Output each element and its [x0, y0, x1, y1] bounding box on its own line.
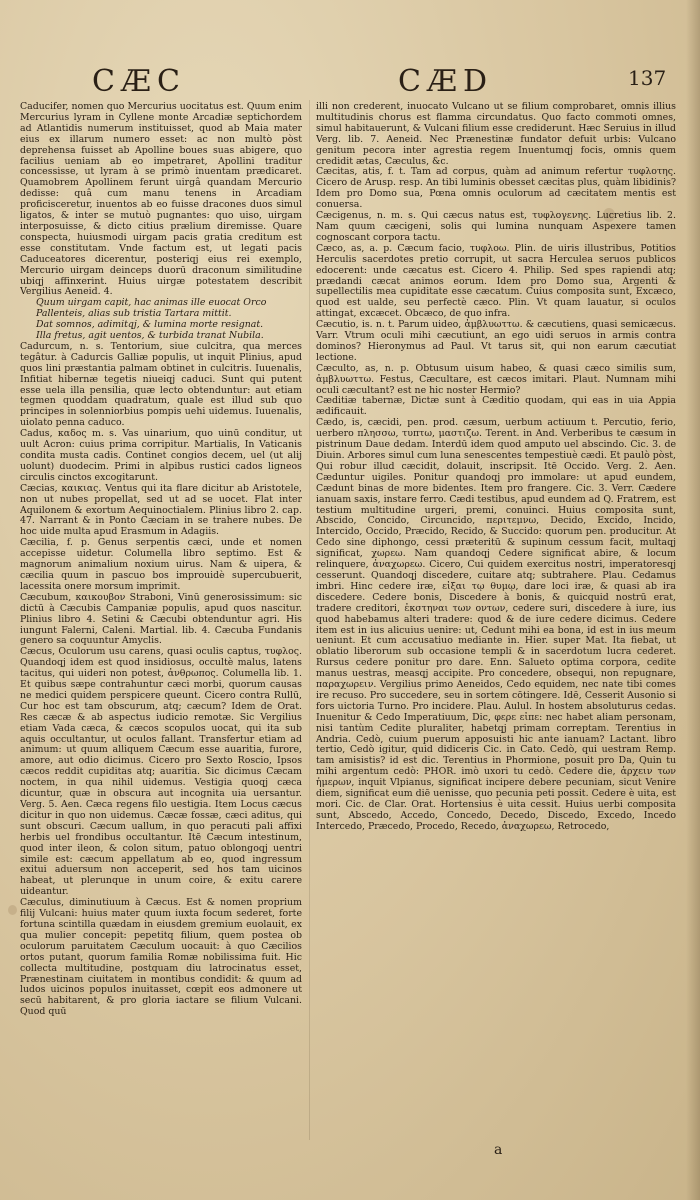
- verse-line: Quum uirgam capit, hac animas ille euocat Orco: [36, 297, 267, 309]
- verse-line: Illa fretus, agit uentos, & turbida tranat Nubila.: [36, 330, 264, 342]
- right-headword: CÆD: [398, 64, 494, 99]
- entry-caecilia: Cæcilia, f. p. Genus serpentis cæci, unde et nomen accepisse uidetur. Columella libro septimo. Est & magnorum animalium noxium uirus. Nam & uipera, & cæcilia quum in pascuo bos improuidè supercubuerit, lacessita onere morsum imprimit.: [20, 537, 302, 592]
- entry-cadus: Cadus, καδος m. s. Vas uinarium, quo uinū conditur, ut uult Acron: cuius prima corripitur. Martialis, In Vaticanis condita musta cadis. Continet congios decem, uel (ut alij uolunt) duodecim. Primi in alpibus rustici cados ligneos circulis cinctos excogitarunt.: [20, 428, 302, 483]
- verse-line: Dat somnos, adimitqj, & lumina morte resignat.: [36, 319, 264, 331]
- verse-line: Pallenteis, alias sub tristia Tartara mittit.: [36, 308, 232, 320]
- left-column: [20, 102, 302, 1182]
- signature-mark: a: [494, 1142, 503, 1158]
- entry-continuation: illi non crederent, inuocato Vulcano ut se filium comprobaret, omnis illius multitudinis chorus est flamma circundatus. Quo facto commoti omnes, simul habitauerunt, & Vulcani filium esse crediderunt. Hæc Seruius in illud Verg. lib. 7. Aeneid. Nec Prænestinæ fundator defuit urbis: Vulcano genitum pecora inter agrestia regem Inuentumqj focis, omnis quem credidit ætas, Cæculus, &c.: [316, 102, 676, 167]
- entry-caecitas: Cæcitas, atis, f. t. Tam ad corpus, quàm ad animum refertur τυφλοτης. Cicero de Arusp. resp. An tibi luminis obesset cæcitas plus, quàm libidinis? Idem pro Domo sua, Pœna omnis oculorum ad cæcitatem mentis est conuersa.: [316, 166, 676, 211]
- page-number: 137: [628, 66, 667, 90]
- running-header: [0, 64, 700, 104]
- entry-caecus: Cæcus, Oculorum usu carens, quasi oculis captus, τυφλος. Quandoqj idem est quod insidiosus, occultè malus, latens tacitus, qui uideri non potest, ἀνθρωπος. Columella lib. 1. Et quibus sæpe contrahuntur cæci morbi, quorum causas ne medici quidem perspicere queunt. Cicero contra Rullū, Cur hoc est tam obscurum, atq; cæcum? Idem de Orat. Res cæcæ & ab aspectus iudicio remotæ. Sic Vergilius etiam Vada cæca, & cæcos scopulos uocat, qui ita sub aquis occultantur, ut oculos fallant. Transfertur etiam ad animum: ut quum alliquem Cæcum esse auaritia, furore, amore, aut odio dicimus. Cicero pro Sexto Roscio, Ipsos cæcos reddit cupiditas atq; auaritia. Sic dicimus Cæcam noctem, in qua nihil uidemus. Vestigia quoqj cæca dicuntur, quæ in obscura aut incognita uia uersantur. Verg. 5. Aen. Cæca regens filo uestigia. Item Locus cæcus dicitur in quo non uidemus. Cæcæ fossæ, cæci aditus, qui sunt obscuri. Cæcum uallum, in quo peracuti pali affixi herbis uel frondibus occultantur. Itē Cæcum intestinum, quod inter ileon, & colon situm, patuo oblongoqj uentri simile est: cæcum appellatum ab eo, quod ingressum exitui aduersum non acceperit, sed hos tam uicinos habeat, ut plerunque in unum coire, & exitu carere uideantur.: [20, 646, 302, 898]
- entry-cadurcum: Cadurcum, n. s. Tentorium, siue culcitra, qua merces tegâtur. à Cadurcis Galliæ populis, ut inquit Plinius, apud quos lini præstantia palmam obtinet in culcitris. Iuuenalis, Infitiat hibernæ tegetis niueiqj caduci. Sunt qui putent esse uela illa pensilia, quæ lecto obtenduntur: aut etiam tegmen quoddam quadratum, quale est illud sub quo principes in solenniorbius pompis uehi uidemus. Iuuenalis, uiolato penna caduco.: [20, 340, 302, 429]
- entry-caeculto: Cæculto, as, n. p. Obtusum uisum habeo, & quasi cæco similis sum, ἀμβλυωττω. Festus, Cæcultare, est cæcos imitari. Plaut. Numnam mihi oculi cæcultant? est ne hic noster Hermio?: [316, 362, 676, 396]
- ink-spot: [8, 905, 17, 915]
- entry-caducifer: Caducifer, nomen quo Mercurius uocitatus est. Quum enim Mercurius lyram in Cyllene monte Arcadiæ septichordem ad Atlantidis numerum instituisset, quod ab Maia mater eius ex illarum numero esset: ac non multò pòst deprehensa fuisset ab Apolline boues suas abigere, quo facilius ueniam ab eo impetraret, Apollini traditur concessisse, ut lyram à se primò inuentam prædicaret. Quamobrem Apollinem ferunt uirgâ quandam Mercurio dedisse: quâ cum manu tenens in Arcadiam proficisceretur, inuentos ab eo fuisse dracones duos simul ligatos, & inter se mutuò pugnantes: quo uiso, uirgam interposuisse, & dicto citius prælium diremisse. Quare conspecta, huiusmodi uirgam pacis gratia creditum est esse constitutam. Vnde factum est, ut legati pacis Caduceatores dicerentur, posteriqj eius rei exemplo, Mercurio uirgam deinceps duorū draconum similitudine ubiqj affinxerint. Huius uirgæ potestatem describit Vergilius Aeneid. 4.: [20, 102, 302, 298]
- entry-caeculus: Cæculus, diminutiuum à Cæcus. Est & nomen proprium filij Vulcani: huius mater quum iuxta focum sederet, forte fortuna scintilla quædam in eiusdem gremium euolauit, ex qua mulier concepit: pepetitq filium, quem postea ob oculorum paruitatem Cæculum uocauit: à quo Cæcilios ortos putant, quorum familia Romæ nobilissima fuit. Hic collecta multitudine, postquam diu latrocinatus esset, Prænestinam ciuitatem in montibus condidit: & quum ad ludos uicinos populos inuitasset, cœpit eos admonere ut secū habitarent, & pro gloria iactare se filium Vulcani. Quod quū: [20, 897, 302, 1018]
- entry-caecutio: Cæcutio, is. n. t. Parum uideo, ἀμβλυωττω. & cæcutiens, quasi semicæcus. Varr. Vtrum oculi mihi cæcutiunt, an ego uidi seruos in armis contra dominos? Hieronymus ad Paul. Vt tarus sit, qui non earum cæcutiat lectione.: [316, 319, 676, 363]
- right-column: [316, 102, 676, 1182]
- entry-caeco: Cæco, as, a. p. Cæcum facio, τυφλοω. Plin. de uiris illustribus, Potitios Herculis sacerdotes pretio corrupit, ut sacra Herculea seruos publicos edocerent: unde cæcatus est. Cicero 4. Philip. Sed spes rapiendi atq; prædandi cæcat animos eorum. Idem pro Domo sua, Argenti & supellectilis mea cupiditate esse cæcatum. Cuius composita sunt, Excæco, quod est ualde, seu perfectè cæco. Plin. Vt quam lauatur, si oculos attingat, excæcet. Obcæco, de quo infra.: [316, 242, 676, 320]
- column-gutter: [309, 100, 310, 1140]
- entry-caedo: Cædo, is, cæcidi, pen. prod. cæsum, uerbum actiuum t. Percutio, ferio, uerbero πλησσω, τυπτω, μαστιζω. Terent. in And. Verberibus te cæsum in pistrinum Daue dedam. Interdū idem quod amputo uel abscindo. Cic. 3. de Diuin. Arbores simul cum luna senescentes tempestiuè cædi. Et paulò pòst, Qui robur illud cæcidit, dolauit, inscripsit. Itē Occido. Verg. 2. Aen. Cæduntur uigiles. Ponitur quandoqj pro immolare: ut apud eundem, Cædunt binas de more bidentes. Item pro frangere. Cic. 3. Verr. Cædere ianuam saxis, instare ferro. Cædi testibus, apud eundem ad Q. Fratrem, est testium multitudine urgeri, premi, conuinci. Huius composita sunt, Abscido, Concido, Circuncido, περιτεμνω, Decido, Excido, Incido, Intercido, Occido, Præcido, Recido, & Succido: quorum pen. producitur. At Cedo sine diphongo, cessi præteritū & supinum cessum facit, multaqj significat, χωρεω. Nam quandoqj Cedere significat abire, & locum relinquere, ἀναχωρεω. Cicero, Cui quidem exercitus nostri, imperatoresqj cesserunt. Quandoqj discedere, cuitare atq; subtrahere. Plau. Cedamus imbri. Hinc cedere iræ, εἰξαι τῳ θυμῳ, dare loci iræ, & quasi ab ira discedere. Cedere bonis, Discedere à bonis, & quicquid nostrū erat, tradere creditori, ἐκστηναι των οντων, cedere suri, discedere à iure, ius quod habebamus alteri tradere: quod & de iure cedere dicimus. Cedere item est in ius alicuius uenire: ut, Cedunt mihi ea bona, id est in ius meum ueniunt. Et cum accusatiuo mediante in. Hier. super Mat. Ita fiebat, ut oblatio liberorum sub occasione templi & in sacerdotum lucra cederet. Rursus cedere ponitur pro dare. Enn. Salueto optima corpora, cedite manus uestras, measqj accipite. Pro concedere, obsequi, non repugnare, παραχωρειν. Vergilius primo Aeneidos, Cedo equidem, nec nate tibi comes ire recuso. Pro succedere, seu in sortem cōtingere. Idē, Cesserit Ausonio si fors uictoria Turno. Pro incidere. Plau. Aulul. In hostem absoluturus cedas. Inuenitur & Cedo Imperatiuum, Dic, φερε εἰπε: nec habet aliam personam, nisi tantùm Cedite pluraliter, habetqj primam correptam. Terentius in Andria. Cedò, cuium puerum apposuisti hic ante ianuam? Lactant. libro tertio, Cedò igitur, quid didiceris Cic. in Cato. Cedò, qui uestram Remp. tam amisistis? id est dic. Terentius in Phormione, posuit pro Da, Quin tu mihi argentum cedò: PHOR. imò uxori tu cedò. Cedere die, ἀρχειν των ἡμερων, inquit Vlpianus, significat incipere debere pecuniam, sicut Venire diem, significat eum diē uenisse, quo pecunia peti possit. Cedere è uita, est mori. Cic. de Clar. Orat. Hortensius è uita cessit. Huius uerbi composita sunt, Abscedo, Accedo, Concedo, Decedo, Discedo, Excedo, Incedo Intercedo, Præcedo, Procedo, Recedo, ἀναχωρεω, Retrocedo,: [316, 417, 676, 832]
- entry-caecigenus: Cæcigenus, n. m. s. Qui cæcus natus est, τυφλογενης. Lucretius lib. 2. Nam quum cæcigeni, solis qui lumina nunquam Aspexere tamen cognoscant corpora tactu.: [316, 210, 676, 243]
- entry-caecubum: Cæcubum, καικουβον Straboni, Vinū generosissimum: sic dictū à Cæcubis Campaniæ populis, apud quos nascitur. Plinius libro 4. Setini & Cæcubi obtenduntur agri. His iungunt Falerni, Caleni. Martial. lib. 4. Cæcuba Fundanis genero sa coquuntur Amyclis.: [20, 591, 302, 647]
- entry-caeditiae-tabernae: Cæditiæ tabernæ, Dictæ sunt à Cæditio quodam, qui eas in uia Appia ædificauit.: [316, 395, 676, 418]
- left-headword: CÆC: [92, 64, 186, 99]
- entry-caecias: Cæcias, καικιας. Ventus qui ita flare dicitur ab Aristotele, non ut nubes propellat, sed ut ad se uocet. Flat inter Aquilonem & exortum Aequinoctialem. Plinius libro 2. cap. 47. Narrant & in Ponto Cæciam in se trahere nubes. De hoc uide multa apud Erasmum in Adagiis.: [20, 482, 302, 538]
- page-edge-shadow: [686, 0, 700, 1200]
